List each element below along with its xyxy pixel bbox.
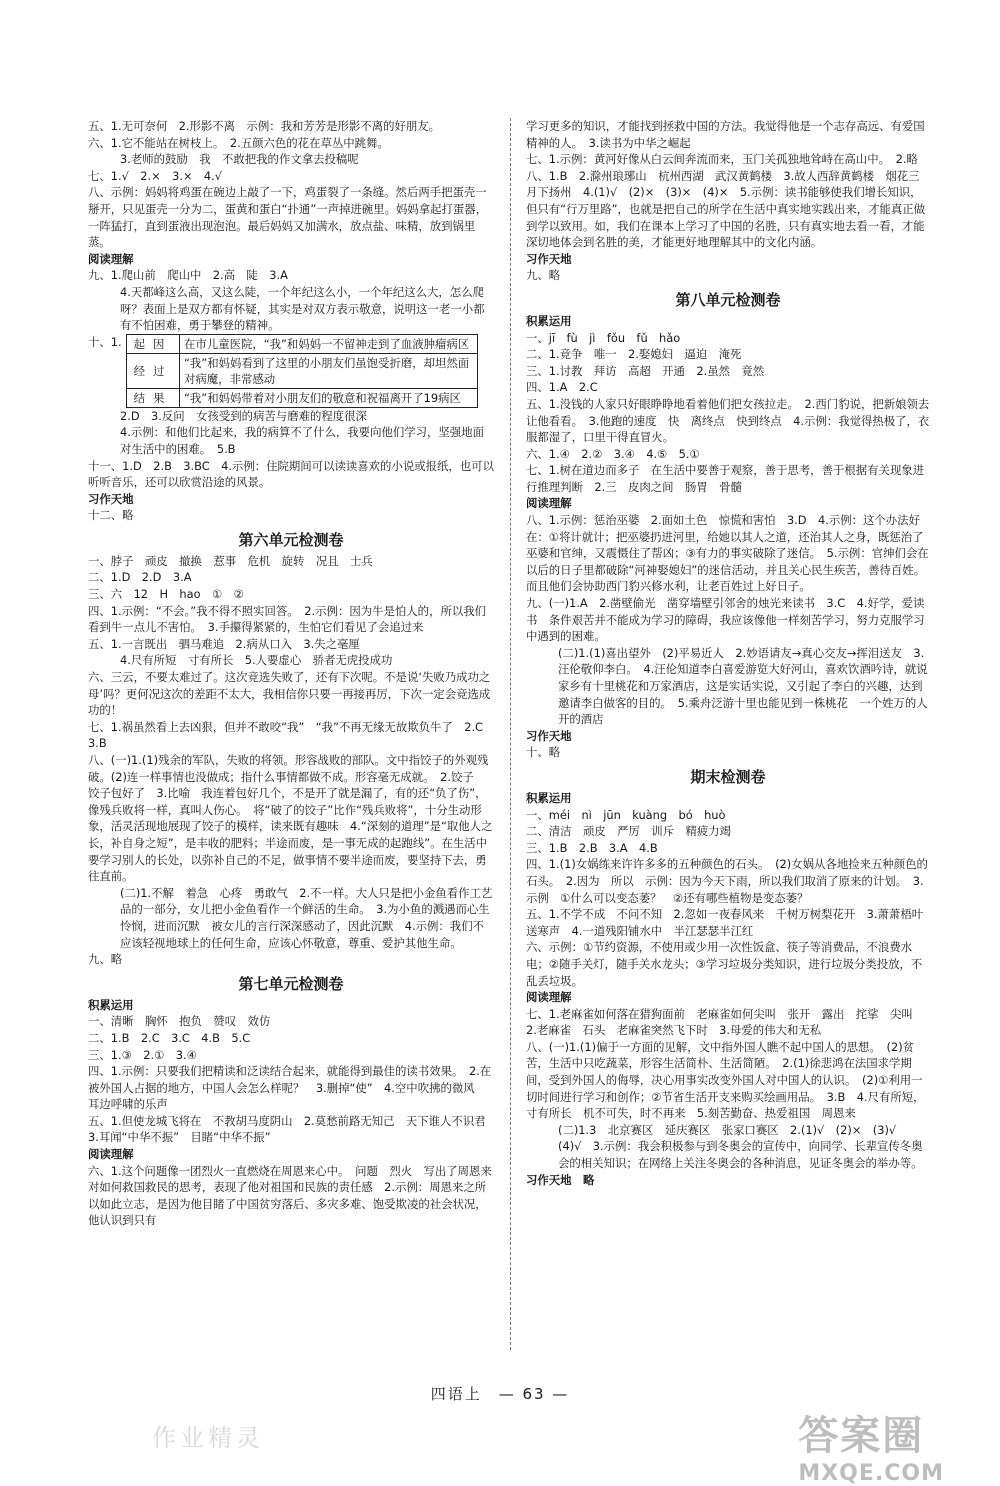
question-number: 十、1. [88, 334, 122, 349]
answer-line: 七、1.树在道边而多子 在生活中要善于观察，善于思考，善于根据有关现象进行推理判断 2.三 皮肉之间 肠胃 骨髓 [526, 463, 925, 494]
answer-line: 六、1.它不能站在树枝上。 2.五颜六色的花在草丛中跳舞。 [88, 135, 389, 150]
watermark-logo [798, 1404, 944, 1486]
table-value: 在市儿童医院，“我”和妈妈一不留神走到了血液肿瘤病区 [180, 334, 478, 353]
unit6-title: 第六单元检测卷 [238, 530, 344, 549]
table-value: “我”和妈妈看到了这里的小朋友们虽饱受折磨，却坦然面对病魔，非常感动 [180, 353, 478, 388]
answer-line: 三、1.③ 2.① 3.④ [88, 1047, 197, 1062]
answer-line: 3.老师的鼓励 我 不敢把我的作文拿去投稿呢 [120, 152, 359, 167]
stamp-logo: 作业精灵 [152, 1424, 264, 1452]
answer-line: 一、清晰 胸怀 抱负 赞叹 效仿 [88, 1014, 271, 1029]
answer-line: 八、(一)1.(1)残余的军队，失败的将领。形容战败的部队。文中指饺子的外观残破。(2)连一样事情也没做成；指什么事情都做不成。形容毫无成就。 2.饺子 饺子包好了 3.比喻 我连着包好几个，不是开了就是漏了，有的还“负了伤”，像残兵败将一样，真叫人伤心。 将“破了的饺子”比作“残兵败将”，十分生动形象，活灵活现地展现了饺子的模样，读来既有趣味 4.“深刻的道理”是“取他人之长，补自身之短”，是丰收的肥料；半途而废，是一事无成的起跑线”。在生活中要学习别人的长处，以弥补自己的不足，做事情不要半途而废，要坚持下去，勇往直前。 [88, 753, 493, 884]
answer-line: 二、1.B 2.C 3.C 4.B 5.C [88, 1030, 251, 1045]
section-label-writing: 习作天地 [526, 251, 572, 266]
answer-line: 九、(一)1.A 2.凿壁偷光 凿穿墙壁引邻舍的烛光来读书 3.C 4.好学，爱读书 条件艰苦并不能成为学习的障碍，我应该像他一样刻苦学习，努力克服学习中遇到的困难。 [526, 596, 925, 644]
table-row [127, 388, 478, 407]
answer-line: 四、1.A 2.C [526, 380, 598, 395]
answer-line: 十二、略 [88, 508, 134, 523]
answer-line: 七、1.祸虽然看上去凶狠，但并不敢咬“我” “我”不再无缘无故欺负牛了 2.C 3.B [88, 719, 495, 751]
answer-line: (二)1.(1)喜出望外 (2)平易近人 2.妙语请友→真心交友→挥泪送友 3.汪伦敬仰李白。 4.汪伦知道李白喜爱游览大好河山，喜欢饮酒吟诗，就说家乡有十里桃花和万家酒店，这是实话实说，又引起了李白的兴趣，达到邀请李白做客的目的。 5.乘舟泛游十里也能见到一株桃花 一个姓万的人开的酒店 [558, 645, 928, 727]
answer-line: 五、1.无可奈何 2.形影不离 示例：我和芳芳是形影不离的好朋友。 [88, 119, 441, 133]
answer-line: 一、脖子 顽皮 撤换 惹事 危机 旋转 况且 士兵 [88, 553, 373, 568]
section-label-writing: 习作天地 [526, 728, 572, 743]
answer-line: 二、1.竞争 唯一 2.娶媳妇 逼迫 淹死 [526, 347, 742, 362]
right-column [526, 118, 930, 1188]
section-label-reading: 阅读理解 [88, 251, 134, 266]
column-divider [510, 118, 512, 1350]
answer-line: 六、1.④ 2.② 3.④ 4.⑤ 5.① [526, 446, 700, 461]
answer-line: 四、1.示例：“不会。”我不得不照实回答。 2.示例：因为牛是怕人的，所以我们看到牛一点儿不害怕。 3.手攥得紧紧的，生怕它们看见了会追过来 [88, 603, 487, 635]
answer-line: 五、1.不学不成 不问不知 2.忽如一夜春风来 千树万树梨花开 3.萧萧梧叶送寒声 4.一道残阳铺水中 半江瑟瑟半江红 [526, 907, 924, 938]
answer-line: 4.尺有所短 寸有所长 5.人要虚心 骄者无虎投成功 [120, 653, 393, 668]
answer-line: 九、略 [88, 952, 123, 967]
answer-line: 九、略 [526, 268, 561, 283]
answer-line: 三、六 12 H hao ① ② [88, 587, 244, 602]
answer-line: 六、1.这个问题像一团烈火一直燃烧在周恩来心中。 问题 烈火 写出了周恩来对如何救国救民的思考，表现了他对祖国和民族的责任感 2.示例：周恩来之所以如此立志，是因为他目睹了中国贫穷落后、多灾多难、饱受欺凌的社会状况，他认识到只有 [88, 1163, 492, 1228]
section-label-accumulation: 积累运用 [526, 313, 572, 328]
answer-line: 一、méi nì jūn kuàng bó huò [526, 807, 726, 822]
table-value: “我”和妈妈带着对小朋友们的敬意和祝福离开了19病区 [180, 388, 478, 407]
answer-line: 三、1.讨教 拜访 高超 开通 2.虽然 竟然 [526, 363, 765, 378]
answer-line: (二)1.不解 着急 心疼 勇敢气 2.不一样。大人只是把小金鱼看作工艺品的一部分，女儿把小金鱼看作一个鲜活的生命。 3.为小鱼的溅遇而心生怜悯，进而沉默 被女儿的言行深深感动了，因此沉默 4.示例：我们不应该轻视地球上的任何生命，应该心怀敬意，尊重、爱护其他生命。 [120, 885, 493, 950]
answer-line: 二、1.D 2.D 3.A [88, 570, 192, 585]
unit8-title: 第八单元检测卷 [675, 290, 781, 309]
watermark-url: MXQE.COM [798, 1461, 944, 1486]
answer-line: 六、三云，不要太难过了。这次竞选失败了，还有下次呢。不是说‘失败乃成功之母’吗？更何况这次的差距不太大，我相信你只要一再接再厉，下次一定会竞选成功的！ [88, 670, 491, 718]
table-key: 结果 [127, 388, 180, 407]
table-row [127, 334, 478, 353]
unit7-title: 第七单元检测卷 [238, 974, 344, 993]
answer-line: 2.D 3.反问 女孩受到的病苦与磨难的程度很深 [120, 408, 367, 423]
answer-line: 五、1.没钱的人家只好眼睁睁地看着他们把女孩拉走。 2.西门豹说，把新娘领去让他看看。 3.他跑的速度 快 离终点 快到终点 4.示例：我觉得热极了，衣服都湿了，口里干得直冒火。 [526, 396, 930, 445]
answer-line: 四、1.示例：只要我们把精读和泛读结合起来，就能得到最佳的读书效果。 2.在被外国人占据的地方，中国人会怎么样呢？ 3.删掉“使” 4.空中吹拂的微风 耳边呼啸的乐声 [88, 1064, 492, 1112]
answer-line: 五、1.但使龙城飞将在 不教胡马度阴山 2.莫愁前路无知己 天下谁人不识君 3.耳闻“中华不振” 目睹“中华不振” [88, 1113, 498, 1145]
answer-line: 一、jī fù jì fǒu fǔ hǎo [526, 330, 681, 345]
answer-line: 八、(一)1.(1)偏于一方面的见解，文中指外国人瞧不起中国人的思想。 (2)贫苦，生活中只吃蔬菜，形容生活简朴、生活简陋。 2.(1)徐悲鸿在法国求学期间，受到外国人的侮辱，决心用事实改变外国人对中国人的认识。 (2)①利用一切时间进行学习和创作；②节省生活开支来购买绘画用品。 3.B 4.尺有所短，寸有所长 机不可失，时不再来 5.刻苦勤奋、热爱祖国 周恩来 [526, 1039, 925, 1121]
page-footer: 四语上 — 63 — [430, 1385, 570, 1403]
answer-line: 八、1.示例：惩治巫婆 2.面如土色 惊慌和害怕 3.D 4.示例：这个办法好在：①将计就计；把巫婆扔进河里，给她以其人之道，还治其人之身，既惩治了巫婆和官绅，又震慑住了帮凶；③有力的事实破除了迷信。 5.示例：官绅们会在以后的日子里都破除“河神娶媳妇”的迷信活动，并且关心民生疾苦，善待百姓。而且他们会协助西门豹兴修水利，让老百姓过上好日子。 [526, 513, 929, 594]
answer-line: (二)1.3 北京赛区 延庆赛区 张家口赛区 2.(1)√ (2)× (3)√ (4)√ 3.示例：我会积极参与到冬奥会的宣传中，向同学、长辈宣传冬奥会的相关知识；在网络上关注冬奥会的各种消息，见证冬奥会的举办等。 [558, 1122, 923, 1171]
answer-line: 九、1.爬山前 爬山中 2.高 陡 3.A [88, 268, 288, 283]
answer-line: 十一、1.D 2.B 3.BC 4.示例：住院期间可以读读喜欢的小说或报纸，也可以听听音乐，还可以欣赏沿途的风景。 [88, 458, 494, 490]
answer-line: 4.示例：和他们比起来，我的病算不了什么，我要向他们学习，坚强地面对生活中的困难。 5.B [120, 425, 484, 456]
table-row [127, 353, 478, 388]
left-column [88, 118, 498, 1229]
answer-line: 七、1.示例：黄河好像从白云间奔流而来，玉门关孤独地耸峙在高山中。 2.略 [526, 152, 918, 167]
answer-line: 4.天都峰这么高，又这么陡，一个年纪这么小，一个年纪这么大，怎么爬呀？表面上是双方都有怀疑，其实是对双方表示敬意，说明这一老一小都有不怕困难，勇于攀登的精神。 [120, 284, 485, 333]
answer-line: 七、1.√ 2.× 3.× 4.√ [88, 168, 223, 183]
answer-line: 八、1.B 2.滁州琅琊山 杭州西湖 武汉黄鹤楼 3.故人西辞黄鹤楼 烟花三月下扬州 4.(1)√ (2)× (3)× (4)× 5.示例：读书能够使我们增长知识，但只有“行万里路”，也就是把自己的所学在生活中真实地实践出来，才能真正做到学以致用。如，我们在课本上学习了中国的名胜，只有真实地去看一看，才能深切地体会到名胜的美，才能更好地理解其中的文化内涵。 [526, 168, 926, 250]
answer-line: 三、1.B 2.B 3.A 4.B [526, 840, 658, 855]
section-label-reading: 阅读理解 [88, 1147, 134, 1162]
final-exam-title: 期末检测卷 [690, 767, 766, 786]
answer-line: 五、1.一言既出 驷马难追 2.病从口入 3.失之毫厘 [88, 636, 360, 651]
plot-table [126, 334, 478, 408]
answer-line: 十、略 [526, 745, 561, 760]
answer-line: 八、示例：妈妈将鸡蛋在碗边上敲了一下，鸡蛋裂了一条缝。然后两手把蛋壳一掰开，只见蛋壳一分为二，蛋黄和蛋白“扑通”一声掉进碗里。妈妈拿起打蛋器，一阵猛打，直到蛋液出现泡泡。最后妈妈又加满水，放点盐、味精，放到锅里蒸。 [88, 185, 488, 250]
answer-line: 二、清洁 顽皮 严厉 训斥 精疲力竭 [526, 824, 732, 839]
section-label-accumulation: 积累运用 [526, 790, 572, 805]
section-label-accumulation: 积累运用 [88, 997, 134, 1012]
table-key: 经过 [127, 353, 180, 388]
watermark-text: 答案圈 [798, 1413, 925, 1459]
answer-line: 六、示例：①节约资源，不使用或少用一次性饭盒、筷子等消费品，不浪费水电；②随手关灯，随手关水龙头；③学习垃圾分类知识，进行垃圾分类投放，不乱丢垃圾。 [526, 940, 923, 988]
answer-line: 学习更多的知识，才能找到拯救中国的方法。我觉得他是一个志存高远、有爱国精神的人。 3.读书为中华之崛起 [526, 119, 925, 150]
answer-line: 七、1.老麻雀如何落在猎狗面前 老麻雀如何尖叫 张开 露出 挓挲 尖叫 2.老麻雀 石头 老麻雀突然飞下时 3.母爱的伟大和无私 [526, 1006, 925, 1038]
section-label-writing: 习作天地 [88, 491, 134, 506]
table-key: 起因 [127, 334, 180, 353]
plot-table-block [88, 334, 494, 408]
section-label-reading: 阅读理解 [526, 496, 572, 511]
answer-line: 四、1.(1)女娲练来许许多多的五种颜色的石头。 (2)女娲从各地捡来五种颜色的石头。 2.因为 所以 示例：因为今天下雨，所以我们取消了原来的计划。 3.示例 ①什么可以变态萎？ ②还有哪些植物是变态萎？ [526, 857, 928, 905]
section-label-reading: 阅读理解 [526, 990, 572, 1005]
section-label-writing: 习作天地 略 [526, 1172, 595, 1187]
